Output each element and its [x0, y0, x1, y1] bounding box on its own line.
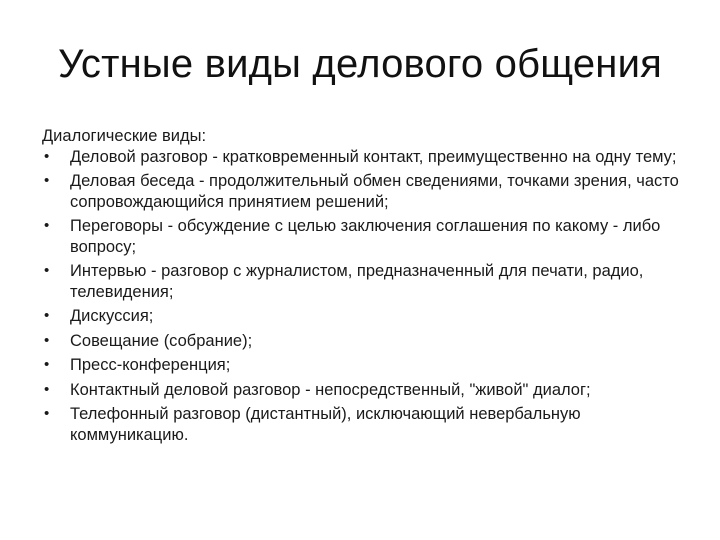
bullet-marker: • [44, 356, 50, 373]
list-item-text: Интервью - разговор с журналистом, предназначенный для печати, радио, телевидения; [70, 262, 644, 301]
list-item [42, 404, 692, 445]
bullet-list [42, 147, 692, 446]
slide-content [42, 126, 692, 449]
bullet-marker: • [44, 307, 50, 324]
list-item-text: Пресс-конференция; [70, 356, 231, 374]
bullet-marker: • [44, 380, 50, 398]
bullet-marker: • [44, 172, 50, 189]
list-item [42, 216, 692, 257]
list-item-text: Деловой разговор - кратковременный контакт, преимущественно на одну тему; [70, 147, 677, 166]
intro-text: Диалогические виды: [42, 127, 207, 145]
bullet-marker: • [44, 147, 50, 165]
slide-title: Устные виды делового общения [57, 42, 663, 86]
bullet-marker: • [44, 262, 50, 279]
list-item-text: Деловая беседа - продолжительный обмен сведениями, точками зрения, часто сопровождающийся принятием решений; [70, 172, 679, 211]
list-item [42, 306, 692, 327]
list-item-text: Контактный деловой разговор - непосредственный, "живой" диалог; [70, 380, 591, 399]
bullet-marker: • [44, 331, 50, 349]
list-item-text: Совещание (собрание); [70, 331, 253, 350]
list-item [42, 171, 692, 212]
list-item [42, 147, 692, 168]
list-item [42, 355, 692, 376]
bullet-marker: • [44, 217, 50, 234]
list-item-text: Телефонный разговор (дистантный), исключающий невербальную коммуникацию. [70, 405, 581, 444]
list-item-text: Дискуссия; [70, 307, 154, 325]
bullet-marker: • [44, 405, 50, 422]
list-item [42, 261, 692, 302]
list-item-text: Переговоры - обсуждение с целью заключения соглашения по какому - либо вопросу; [70, 217, 661, 256]
list-item [42, 331, 692, 352]
list-item [42, 380, 692, 401]
